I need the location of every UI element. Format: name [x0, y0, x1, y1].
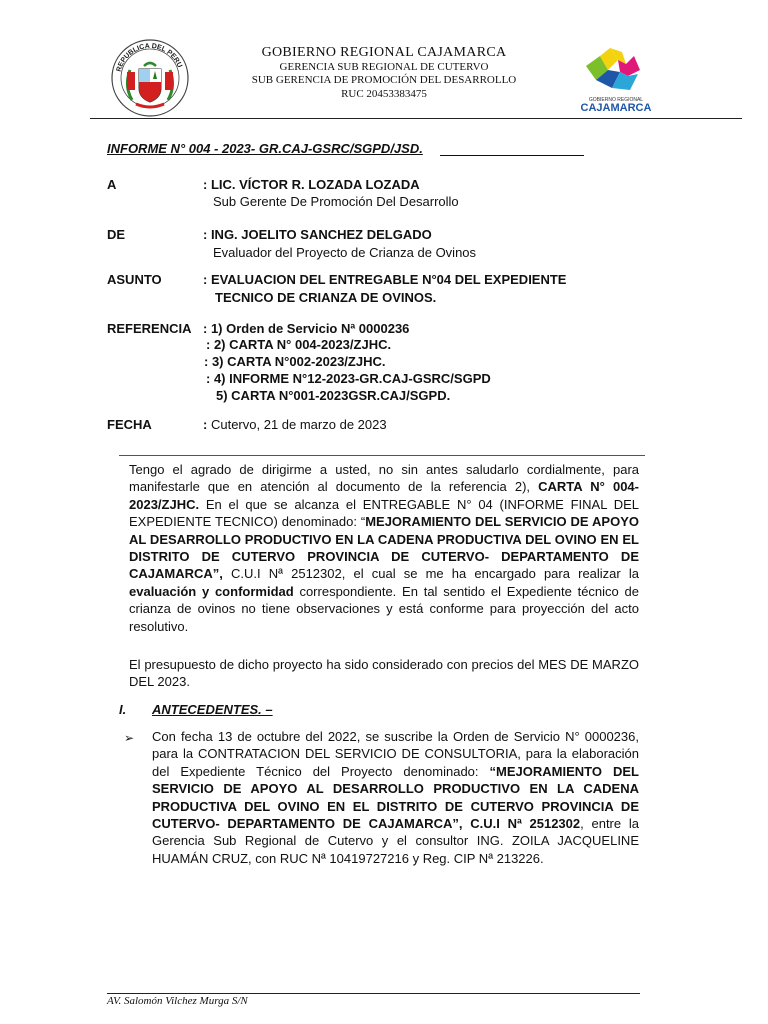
- field-label-de: DE: [107, 227, 126, 242]
- arrow-bullet-icon: ➢: [124, 731, 135, 745]
- field-asunto-line2: TECNICO DE CRIANZA DE OVINOS.: [215, 290, 437, 305]
- field-de-role: Evaluador del Proyecto de Crianza de Ovinos: [213, 245, 477, 260]
- header-divider: [90, 118, 742, 119]
- header-subtitle-gerencia: GERENCIA SUB REGIONAL DE CUTERVO: [279, 61, 489, 73]
- field-label-referencia: REFERENCIA: [107, 321, 192, 336]
- referencia-item: : 1) Orden de Servicio Nª 0000236: [203, 321, 410, 336]
- footer-address: AV. Salomón Vilchez Murga S/N: [107, 995, 248, 1007]
- header-ruc: RUC 20453383475: [341, 88, 427, 100]
- referencia-item: : 3) CARTA N°002-2023/ZJHC.: [204, 354, 386, 369]
- referencia-item: : 2) CARTA N° 004-2023/ZJHC.: [206, 337, 392, 352]
- body-paragraph-2: El presupuesto de dicho proyecto ha sido considerado con precios del MES DE MARZO DEL 2023.: [129, 657, 639, 690]
- body-paragraph-1: Tengo el agrado de dirigirme a usted, no sin antes saludarlo cordialmente, para manifestarle que en atención al documento de la referencia 2), CARTA N° 004-2023/ZJHC. En el que se alcanza el ENTREGABLE N° 04 (INFORME FINAL DEL EXPEDIENTE TECNICO) denominado: “MEJORAMIENTO DEL SERVICIO DE APOYO AL DESARROLLO PRODUCTIVO EN LA CADENA PRODUCTIVA DEL OVINO EN EL DISTRITO DE CUTERVO PROVINCIA DE CUTERVO- DEPARTAMENTO DE CAJAMARCA”, C.U.I Nª 2512302, el cual se me ha encargado para realizar la evaluación y conformidad correspondiente. En tal sentido el Expediente técnico de crianza de ovinos no tiene observaciones y está conforme para proyección del acto resolutivo.: [129, 462, 640, 634]
- footer-divider: [107, 993, 640, 994]
- field-label-fecha: FECHA: [107, 417, 152, 432]
- logo-name-text: CAJAMARCA: [580, 102, 652, 114]
- referencia-item: 5) CARTA N°001-2023GSR.CAJ/SGPD.: [216, 388, 451, 403]
- gobierno-regional-cajamarca-logo: [578, 44, 654, 116]
- field-asunto-line1: : EVALUACION DEL ENTREGABLE N°04 DEL EXPEDIENTE: [203, 272, 567, 287]
- section-heading-antecedentes: I. ANTECEDENTES. –: [119, 702, 273, 717]
- field-a-name: : LIC. VÍCTOR R. LOZADA LOZADA: [203, 177, 420, 192]
- antecedentes-bullet-text: Con fecha 13 de octubre del 2022, se suscribe la Orden de Servicio N° 0000236, para la CONTRATACION DEL SERVICIO DE CONSULTORIA, para la elaboración del Expediente Técnico del Proyecto denominado: “MEJORAMIENTO DEL SERVICIO DE APOYO AL DESARROLLO PRODUCTIVO EN LA CADENA PRODUCTIVA DEL OVINO EN EL DISTRITO DE CUTERVO PROVINCIA DE CUTERVO- DEPARTAMENTO DE CAJAMARCA”, C.U.I Nª 2512302, entre la Gerencia Sub Regional de Cutervo y el consultor ING. ZOILA JACQUELINE HUAMÁN CRUZ, con RUC Nª 10419727216 y Reg. CIP Nª 213226.: [152, 729, 639, 866]
- header-title: GOBIERNO REGIONAL CAJAMARCA: [261, 45, 507, 60]
- informe-underline: [440, 155, 584, 156]
- field-label-asunto: ASUNTO: [107, 272, 162, 287]
- body-divider: [119, 455, 645, 456]
- referencia-item: : 4) INFORME N°12-2023-GR.CAJ-GSRC/SGPD: [206, 371, 491, 386]
- field-fecha-value: : Cutervo, 21 de marzo de 2023: [203, 417, 387, 432]
- logo-small-text: GOBIERNO REGIONAL: [588, 97, 644, 103]
- field-label-a: A: [107, 177, 117, 192]
- seal-ring-text: REPUBLICA DEL PERU: [115, 42, 183, 73]
- field-de-name: : ING. JOELITO SANCHEZ DELGADO: [203, 227, 432, 242]
- informe-number: INFORME N° 004 - 2023- GR.CAJ-GSRC/SGPD/JSD.: [107, 141, 423, 156]
- header-subtitle-subgerencia: SUB GERENCIA DE PROMOCIÓN DEL DESARROLLO: [251, 74, 517, 86]
- field-a-role: Sub Gerente De Promoción Del Desarrollo: [213, 194, 459, 209]
